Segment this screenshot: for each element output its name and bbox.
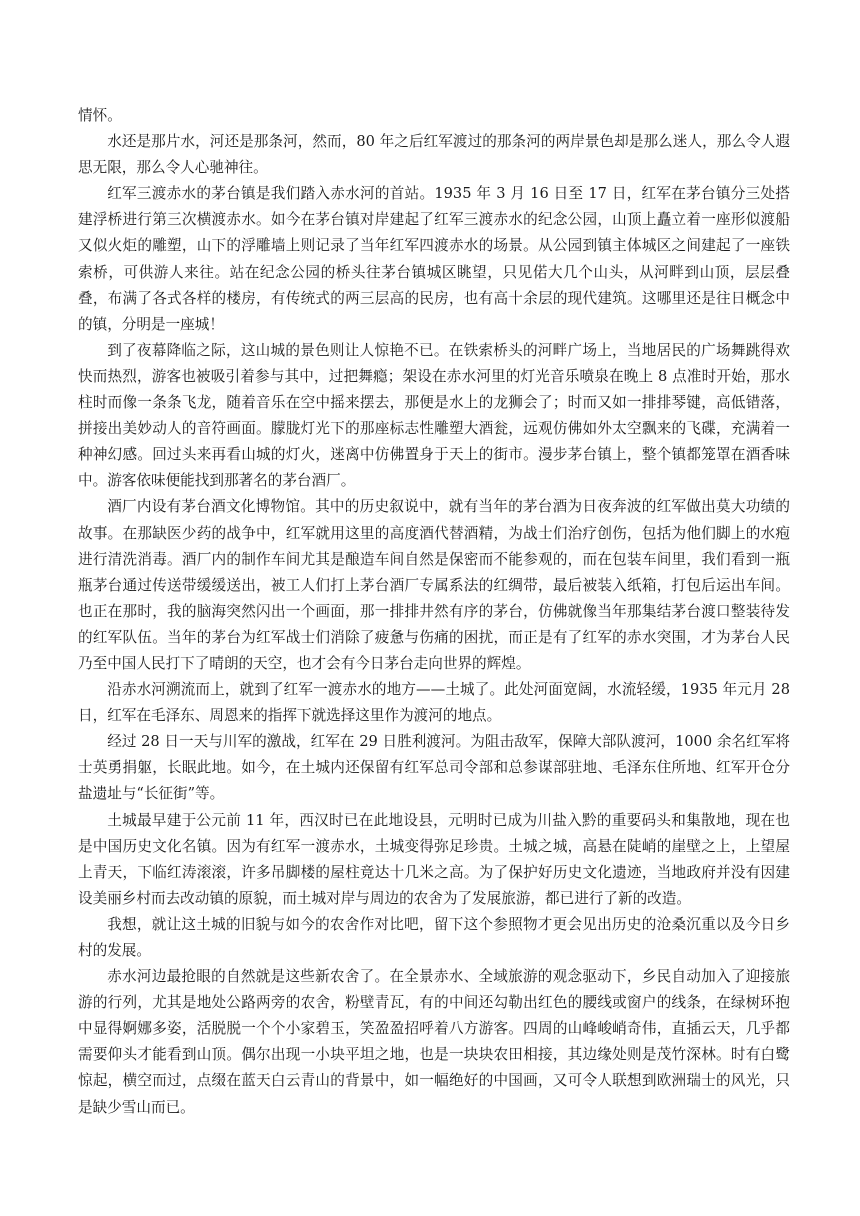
paragraph: 水还是那片水，河还是那条河，然而，80 年之后红军渡过的那条河的两岸景色却是那么迷人，那么令人遐思无限，那么令人心驰神往。: [78, 133, 790, 177]
article-body: [78, 103, 790, 1121]
paragraph: 沿赤水河溯流而上，就到了红军一渡赤水的地方——土城了。此处河面宽阔，水流轻缓，1935 年元月 28 日，红军在毛泽东、周恩来的指挥下就选择这里作为渡河的地点。: [78, 681, 790, 725]
paragraph: 红军三渡赤水的茅台镇是我们踏入赤水河的首站。1935 年 3 月 16 日至 17 日，红军在茅台镇分三处搭建浮桥进行第三次横渡赤水。如今在茅台镇对岸建起了红军三渡赤水的纪念公园，山顶上矗立着一座形似渡船又似火炬的雕塑，山下的浮雕墙上则记录了当年红军四渡赤水的场景。从公园到镇主体城区之间建起了一座铁索桥，可供游人来往。站在纪念公园的桥头往茅台镇城区眺望，只见偌大几个山头，从河畔到山顶，层层叠叠，布满了各式各样的楼房，有传统式的两三层高的民房，也有高十余层的现代建筑。这哪里还是往日概念中的镇，分明是一座城！: [78, 185, 790, 333]
paragraph: 赤水河边最抢眼的自然就是这些新农舍了。在全景赤水、全域旅游的观念驱动下，乡民自动加入了迎接旅游的行列，尤其是地处公路两旁的农舍，粉壁青瓦，有的中间还勾勒出红色的腰线或窗户的线条，在绿树环抱中显得婀娜多姿，活脱脱一个个小家碧玉，笑盈盈招呼着八方游客。四周的山峰峻峭奇伟，直插云天，几乎都需要仰头才能看到山顶。偶尔出现一小块平坦之地，也是一块块农田相接，其边缘处则是茂竹深林。时有白鹭惊起，横空而过，点缀在蓝天白云青山的背景中，如一幅绝好的中国画，又可令人联想到欧洲瑞士的风光，只是缺少雪山而已。: [78, 968, 790, 1116]
paragraph: 到了夜幕降临之际，这山城的景色则让人惊艳不已。在铁索桥头的河畔广场上，当地居民的广场舞跳得欢快而热烈，游客也被吸引着参与其中，过把舞瘾；架设在赤水河里的灯光音乐喷泉在晚上 8 点准时开始，那水柱时而像一条条飞龙，随着音乐在空中摇来摆去，那便是水上的龙狮会了；时而又如一排排琴键，高低错落，拼接出美妙动人的音符画面。朦胧灯光下的那座标志性雕塑大酒瓮，远观仿佛如外太空飘来的飞碟，充满着一种神幻感。回过头来再看山城的灯火，迷离中仿佛置身于天上的街市。漫步茅台镇上，整个镇都笼罩在酒香味中。游客依味便能找到那著名的茅台酒厂。: [78, 341, 790, 490]
paragraph: 经过 28 日一天与川军的激战，红军在 29 日胜利渡河。为阻击敌军，保障大部队渡河，1000 余名红军将士英勇捐躯，长眠此地。如今，在土城内还保留有红军总司令部和总参谋部驻地、毛泽东住所地、红军开仓分盐遗址与“长征街”等。: [78, 733, 790, 803]
paragraph: 土城最早建于公元前 11 年，西汉时已在此地设县，元明时已成为川盐入黔的重要码头和集散地，现在也是中国历史文化名镇。因为有红军一渡赤水，土城变得弥足珍贵。土城之城，高悬在陡峭的崖壁之上，上望屋上青天，下临红涛滚滚，许多吊脚楼的屋柱竟达十几米之高。为了保护好历史文化遗迹，当地政府并没有因建设美丽乡村而去改动镇的原貌，而土城对岸与周边的农舍为了发展旅游，都已进行了新的改造。: [78, 811, 790, 907]
paragraph-continuation: 情怀。: [78, 107, 122, 124]
paragraph: 我想，就让这土城的旧貌与如今的农舍作对比吧，留下这个参照物才更会见出历史的沧桑沉重以及今日乡村的发展。: [78, 915, 790, 959]
paragraph: 酒厂内设有茅台酒文化博物馆。其中的历史叙说中，就有当年的茅台酒为日夜奔波的红军做出莫大功绩的故事。在那缺医少药的战争中，红军就用这里的高度酒代替酒精，为战士们治疗创伤，包括为他们脚上的水疱进行清洗消毒。酒厂内的制作车间尤其是酿造车间自然是保密而不能参观的，而在包装车间里，我们看到一瓶瓶茅台通过传送带缓缓送出，被工人们打上茅台酒厂专属系法的红绸带，最后被装入纸箱，打包后运出车间。也正在那时，我的脑海突然闪出一个画面，那一排排井然有序的茅台，仿佛就像当年那集结茅台渡口整装待发的红军队伍。当年的茅台为红军战士们消除了疲惫与伤痛的困扰，而正是有了红军的赤水突围，才为茅台人民乃至中国人民打下了晴朗的天空，也才会有今日茅台走向世界的辉煌。: [78, 498, 790, 672]
